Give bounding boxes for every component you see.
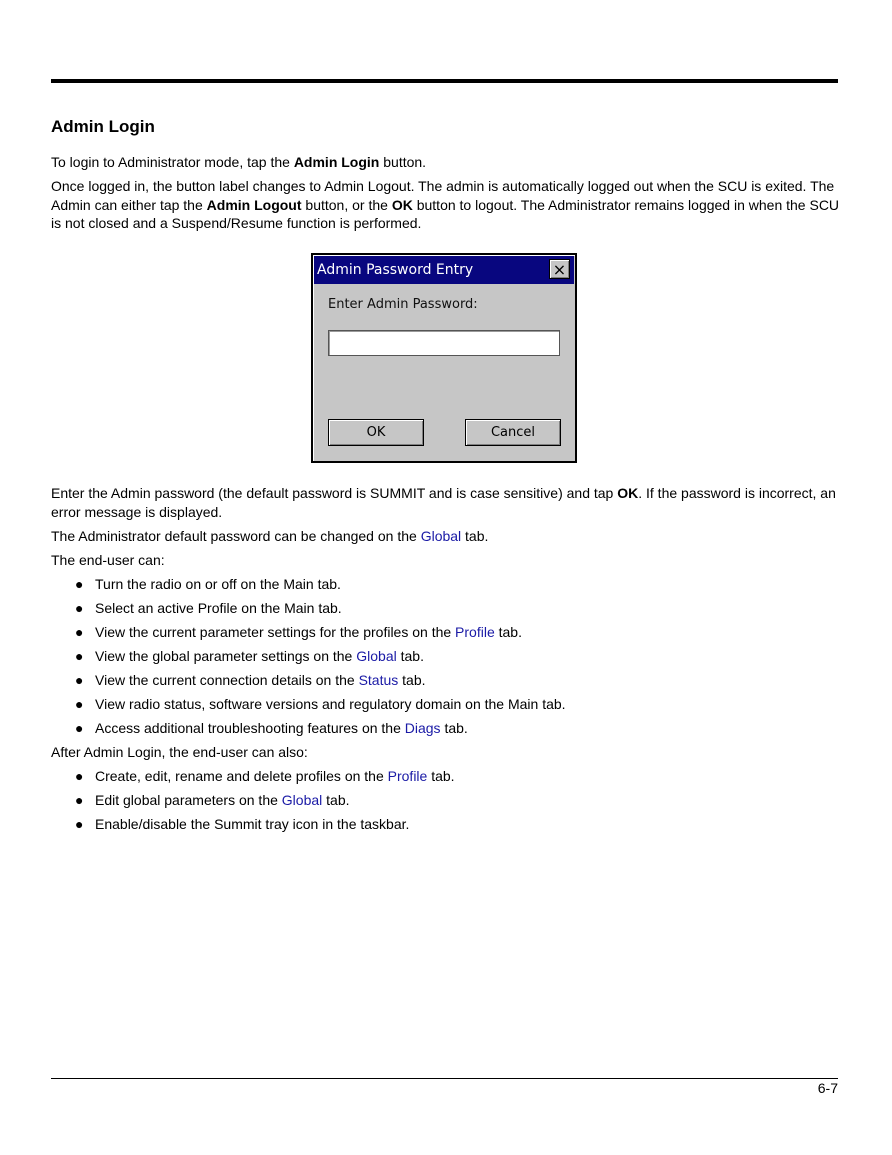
cancel-button[interactable]: Cancel [465, 419, 561, 446]
diags-link[interactable]: Diags [404, 719, 441, 736]
section-heading: Admin Login [51, 117, 155, 136]
dialog-title: Admin Password Entry [317, 262, 474, 278]
bullet-icon: ● [75, 815, 84, 832]
close-icon[interactable]: × [549, 259, 570, 279]
global-link[interactable]: Global [281, 791, 323, 808]
body-text [51, 484, 841, 839]
global-link[interactable]: Global [420, 527, 462, 544]
intro-text [51, 153, 841, 238]
admin-password-dialog [311, 253, 577, 463]
status-link[interactable]: Status [358, 671, 399, 688]
list-item: ● Select an active Profile on the Main tab. [75, 599, 342, 616]
header-rule [51, 79, 838, 83]
profile-link[interactable]: Profile [387, 767, 428, 784]
list-item: ● Turn the radio on or off on the Main tab. [75, 575, 341, 592]
paragraph-default-password: The Administrator default password can be changed on the Global tab. [51, 527, 489, 544]
paragraph-end-user: The end-user can: [51, 551, 165, 568]
list-item: ● View the current parameter settings for the profiles on the Profile tab. [75, 623, 522, 640]
bullet-icon: ● [75, 575, 84, 592]
paragraph-logout: Once logged in, the button label changes to Admin Logout. The admin is automatically logged out when the SCU is exited. The Admin can either tap the Admin Logout button, or the OK button to logout. The Administrator remains logged in when the SCU is not closed and a Suspend/Resume function is performed. [51, 178, 840, 231]
profile-link[interactable]: Profile [455, 623, 495, 640]
paragraph-login: To login to Administrator mode, tap the Admin Login button. [51, 154, 427, 170]
list-item: ● View the global parameter settings on the Global tab. [75, 647, 424, 664]
page-number: 6-7 [817, 1080, 838, 1096]
footer-rule [51, 1078, 838, 1079]
bullet-icon: ● [75, 671, 84, 688]
paragraph-after-login: After Admin Login, the end-user can also: [51, 743, 308, 760]
list-item: ● Enable/disable the Summit tray icon in the taskbar. [75, 815, 410, 832]
list-item: ● Access additional troubleshooting features on the Diags tab. [75, 719, 468, 736]
bullet-icon: ● [75, 647, 84, 664]
bullet-icon: ● [75, 719, 84, 736]
list-item: ● Edit global parameters on the Global tab. [75, 791, 350, 808]
list-item: ● View the current connection details on the Status tab. [75, 671, 426, 688]
list-item: ● View radio status, software versions and regulatory domain on the Main tab. [75, 695, 566, 712]
bullet-icon: ● [75, 767, 84, 784]
end-user-list [51, 575, 841, 738]
global-link[interactable]: Global [356, 647, 397, 664]
admin-list [51, 767, 841, 834]
bullet-icon: ● [75, 791, 84, 808]
ok-button[interactable]: OK [328, 419, 424, 446]
bullet-icon: ● [75, 623, 84, 640]
password-label: Enter Admin Password: [328, 297, 478, 312]
password-input[interactable] [328, 330, 560, 356]
paragraph-password: Enter the Admin password (the default password is SUMMIT and is case sensitive) and tap OK. If the password is incorrect, an error message is displayed. [51, 485, 836, 520]
bullet-icon: ● [75, 599, 84, 616]
list-item: ● Create, edit, rename and delete profiles on the Profile tab. [75, 767, 455, 784]
bullet-icon: ● [75, 695, 84, 712]
dialog-titlebar [314, 256, 574, 284]
